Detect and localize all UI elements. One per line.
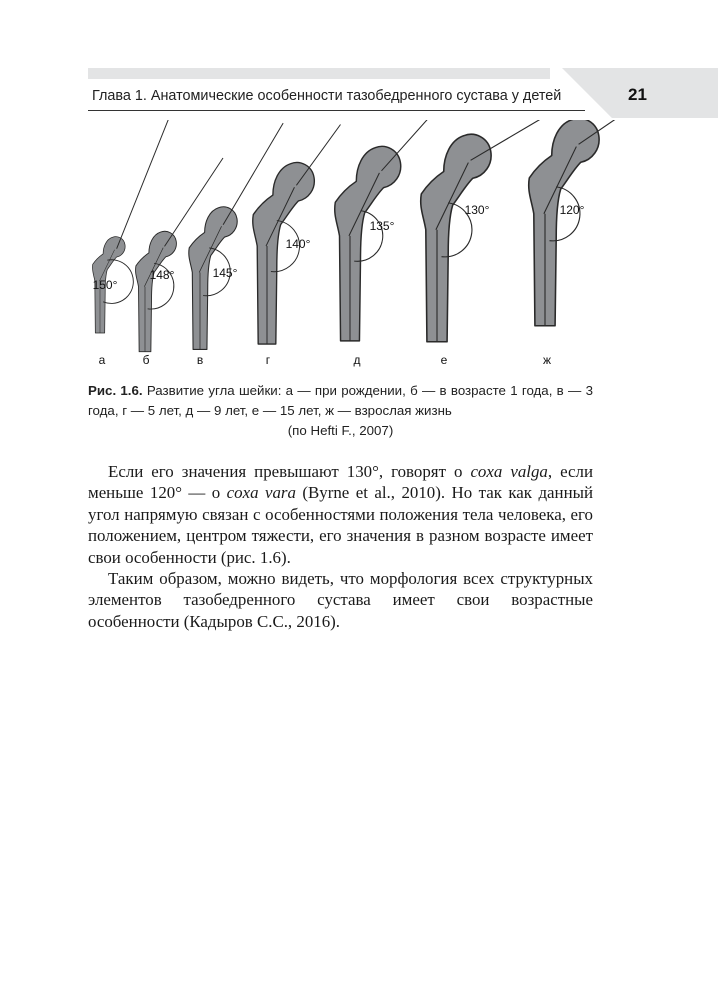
angle-label-e: 130° [464, 203, 490, 217]
p1-part1: Если его значения превышают 130°, говорят о [108, 462, 471, 481]
angle-label-d: 135° [369, 219, 395, 233]
body-text [88, 461, 593, 632]
p1-part3: (Byrne et al., 2010). Но так как данный угол напрямую связан с особенностями положения тела человека, его положением, центром тяжести, его значения в разном возрасте имеет свои особенности (рис. 1.6). [88, 483, 593, 567]
femur-zh [529, 120, 620, 326]
paragraph-2: Таким образом, можно видеть, что морфология всех структурных элементов тазобедренного сустава имеет свои возрастные особенности (Кадыров С.С., 2016). [88, 569, 593, 631]
header-band [88, 68, 550, 79]
page-number: 21 [628, 85, 647, 104]
figure-letter-v: в [196, 353, 204, 367]
femur-a [92, 120, 174, 333]
angle-label-b: 148° [149, 268, 175, 282]
figure-letter-e: е [440, 353, 448, 367]
figure-letter-d: д [353, 353, 361, 367]
term-coxa-vara: coxa vara [226, 483, 296, 503]
paragraph-1 [88, 461, 593, 568]
caption-text: Развитие угла шейки: а — при рождении, б — в возрасте 1 года, в — 3 года, г — 5 лет, д — 9 лет, е — 15 лет, ж — взрослая жизнь [88, 383, 593, 418]
figure-caption [88, 381, 593, 441]
term-coxa-valga: coxa valga [470, 462, 548, 481]
femur-figure [80, 120, 620, 372]
caption-label: Рис. 1.6. [88, 383, 143, 398]
header-rule [88, 110, 585, 111]
figure-letter-b: б [142, 353, 150, 367]
femur-g [253, 125, 341, 345]
figure-letter-g: г [265, 353, 271, 367]
angle-label-g: 140° [285, 237, 311, 251]
p1-part2: , если меньше 120° — о [88, 462, 593, 503]
figure-letter-zh: ж [542, 353, 552, 367]
chapter-title: Глава 1. Анатомические особенности тазобедренного сустава у детей [92, 88, 562, 104]
angle-label-zh: 120° [559, 203, 585, 217]
angle-label-a: 150° [92, 278, 118, 292]
caption-source: (по Hefti F., 2007) [287, 423, 394, 438]
figure-letter-a: а [98, 353, 106, 367]
angle-label-v: 145° [212, 266, 238, 280]
